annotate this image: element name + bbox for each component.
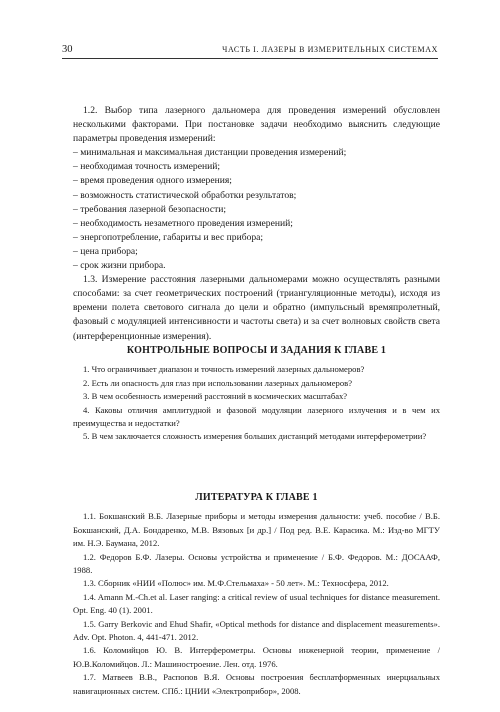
list-item: – энергопотребление, габариты и вес прибора; bbox=[73, 231, 264, 243]
questions-section bbox=[73, 344, 440, 444]
list-item: – время проведения одного измерения; bbox=[73, 175, 232, 187]
question-item: 1. Что ограничивает диапазон и точность измерений лазерных дальномеров? bbox=[83, 364, 365, 375]
reference-item: 1.6. Коломийцов Ю. В. Интерферометры. Основы инженерной теории, применение / Ю.В.Коломийцов. Л.: Машиностроение. Лен. отд. 1976. bbox=[73, 645, 440, 669]
page-number: 30 bbox=[62, 44, 73, 55]
reference-item: 1.3. Сборник «НИИ «Полюс» им. М.Ф.Стельмаха» - 50 лет». М.: Техносфера, 2012. bbox=[83, 578, 389, 589]
reference-item: 1.2. Федоров Б.Ф. Лазеры. Основы устройства и применение / Б.Ф. Федоров. М.: ДОСААФ, 1988. bbox=[73, 551, 440, 576]
list-item: – необходимая точность измерений; bbox=[73, 161, 221, 173]
question-item: 5. В чем заключается сложность измерения больших дистанций методами интерферометрии? bbox=[83, 431, 427, 442]
question-item: 4. Каковы отличия амплитудной и фазовой модуляции лазерного излучения и в чем их преимущества и недостатки? bbox=[73, 404, 440, 429]
parameters-list bbox=[73, 146, 440, 273]
list-item: – цена прибора; bbox=[73, 245, 138, 257]
paragraph-1-2: 1.2. Выбор типа лазерного дальномера для проведения измерений обусловлен несколькими факторами. При постановке задачи необходимо выяснить следующие параметры проведения измерений: bbox=[73, 105, 440, 145]
list-item: – необходимость незаметного проведения измерений; bbox=[73, 217, 293, 229]
running-head: ЧАСТЬ I. ЛАЗЕРЫ В ИЗМЕРИТЕЛЬНЫХ СИСТЕМАХ bbox=[222, 45, 438, 54]
intro-section bbox=[73, 104, 440, 344]
list-item: – возможность статистической обработки результатов; bbox=[73, 189, 297, 201]
reference-item: 1.5. Garry Berkovic and Ehud Shafir, «Optical methods for distance and displacement measurements». Adv. Opt. Photon. 4, 441-471. 2012. bbox=[73, 618, 440, 643]
list-item: – требования лазерной безопасности; bbox=[73, 203, 227, 215]
list-item: – срок жизни прибора. bbox=[73, 260, 166, 272]
literature-title: ЛИТЕРАТУРА К ГЛАВЕ 1 bbox=[195, 492, 318, 503]
list-item: – минимальная и максимальная дистанции проведения измерений; bbox=[73, 147, 347, 159]
questions-title: КОНТРОЛЬНЫЕ ВОПРОСЫ И ЗАДАНИЯ К ГЛАВЕ 1 bbox=[126, 345, 387, 356]
question-item: 2. Есть ли опасность для глаз при использовании лазерных дальномеров? bbox=[83, 377, 353, 388]
literature-section bbox=[73, 491, 440, 698]
reference-item: 1.1. Бокшанский В.Б. Лазерные приборы и методы измерения дальности: учеб. пособие / В.Б. Бокшанский, Д.А. Бондаренко, М.В. Вязовых [и др.] / Под ред. В.Е. Карасика. М.: Изд-во МГТУ им. Н.Э. Баумана, 2012. bbox=[73, 511, 440, 549]
paragraph-1-3: 1.3. Измерение расстояния лазерными дальномерами можно осуществлять разными способами: за счет геометрических построений (триангуляционные методы), исходя из времени полета светового сигнала до цели и обратно (импульсный времяпролетный, фазовый с модуляцией интенсивности и частоты света) и за счет волновых свойств света (интерференционные измерения). bbox=[73, 274, 440, 342]
page-header bbox=[62, 44, 438, 59]
reference-item: 1.7. Матвеев В.В., Распопов В.Я. Основы построения бесплатформенных инерциальных навигационных систем. СПб.: ЦНИИ «Электроприбор», 2008. bbox=[73, 672, 440, 696]
question-item: 3. В чем особенность измерений расстояний в космических масштабах? bbox=[83, 391, 348, 402]
reference-item: 1.4. Amann M.-Ch.et al. Laser ranging: a critical review of usual techniques for distance measurement. Opt. Eng. 40 (1). 2001. bbox=[73, 591, 440, 616]
